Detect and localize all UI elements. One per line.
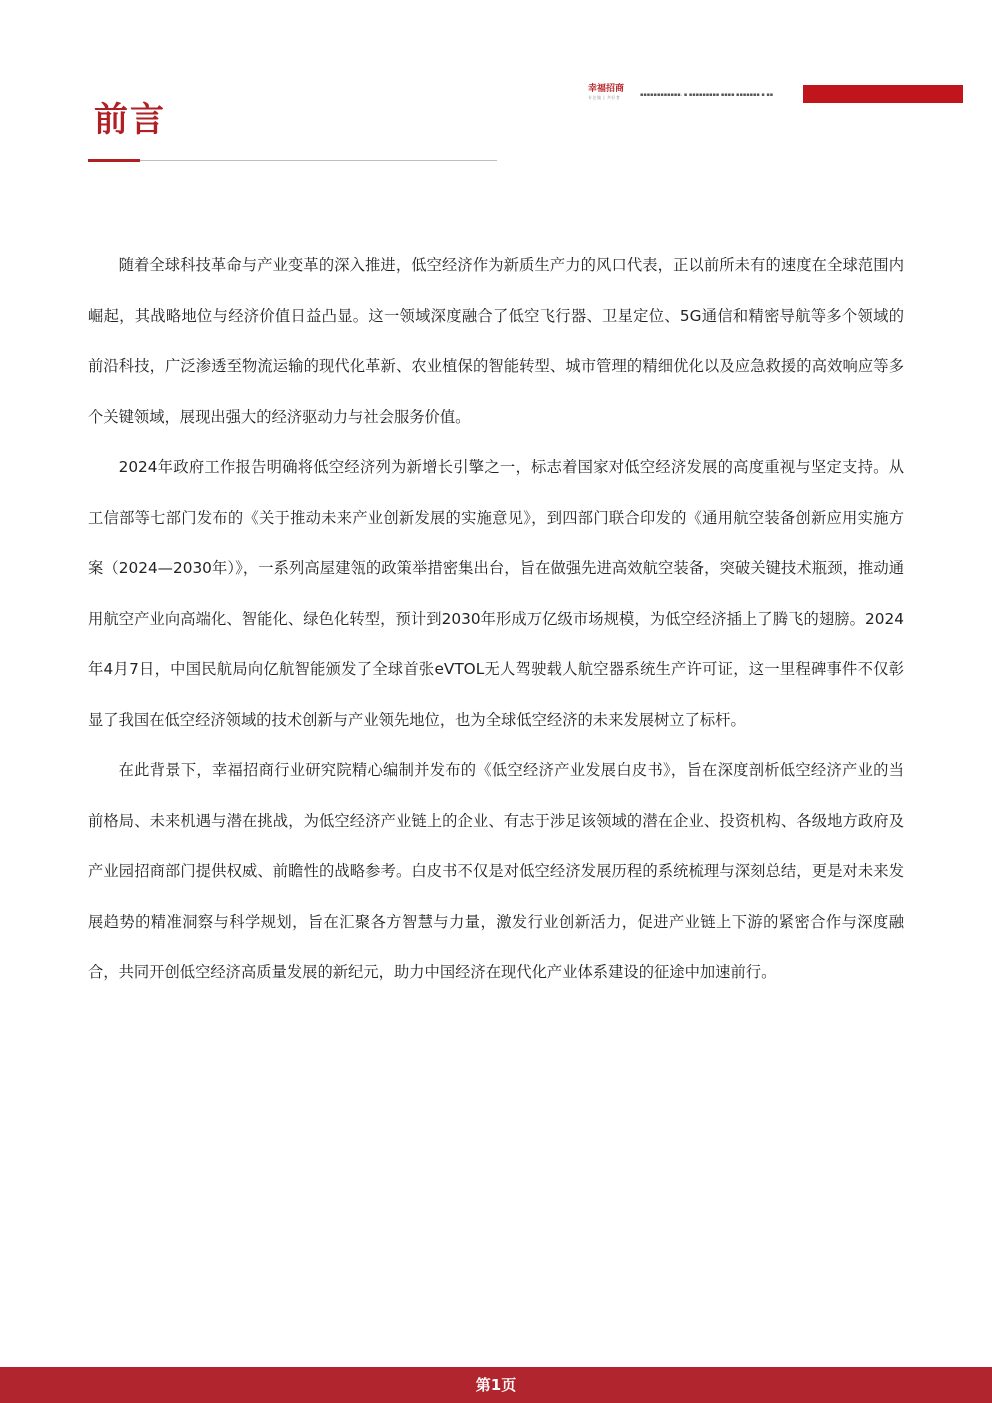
page-number: 第1页 — [475, 1376, 517, 1394]
paragraph-1: 随着全球科技革命与产业变革的深入推进，低空经济作为新质生产力的风口代表，正以前所未有的速度在全球范围内崛起，其战略地位与经济价值日益凸显。这一领域深度融合了低空飞行器、卫星定位、5G通信和精密导航等多个领域的前沿科技，广泛渗透至物流运输的现代化革新、农业植保的智能转型、城市管理的精细优化以及应急救援的高效响应等多个关键领域，展现出强大的经济驱动力与社会服务价值。 — [88, 256, 904, 426]
title-accent-line — [88, 159, 140, 162]
paragraph-3: 在此背景下，幸福招商行业研究院精心编制并发布的《低空经济产业发展白皮书》，旨在深度剖析低空经济产业的当前格局、未来机遇与潜在挑战，为低空经济产业链上的企业、有志于涉足该领域的潜在企业、投资机构、各级地方政府及产业园招商部门提供权威、前瞻性的战略参考。白皮书不仅是对低空经济发展历程的系统梳理与深刻总结，更是对未来发展趋势的精准洞察与科学规划，旨在汇聚各方智慧与力量，激发行业创新活力，促进产业链上下游的紧密合作与深度融合，共同开创低空经济高质量发展的新纪元，助力中国经济在现代化产业体系建设的征途中加速前行。 — [88, 761, 904, 981]
brand-tagline: 专注做 | 共好者 — [588, 95, 621, 100]
brand-logo — [588, 84, 648, 108]
header-accent-bar — [803, 85, 963, 103]
paragraph-2: 2024年政府工作报告明确将低空经济列为新增长引擎之一，标志着国家对低空经济发展的高度重视与坚定支持。从工信部等七部门发布的《关于推动未来产业创新发展的实施意见》，到四部门联合印发的《通用航空装备创新应用实施方案（2024—2030年）》，一系列高屋建瓴的政策举措密集出台，旨在做强先进高效航空装备，突破关键技术瓶颈，推动通用航空产业向高端化、智能化、绿色化转型，预计到2030年形成万亿级市场规模，为低空经济插上了腾飞的翅膀。2024年4月7日，中国民航局向亿航智能颁发了全球首张eVTOL无人驾驶载人航空器系统生产许可证，这一里程碑事件不仅彰显了我国在低空经济领域的技术创新与产业领先地位，也为全球低空经济的未来发展树立了标杆。 — [88, 458, 904, 729]
header-subtitle: ▪▪▪▪▪▪▪▪▪▪▪▪. ▪ ▪▪▪▪▪▪▪▪▪ ▪▪▪▪ ▪▪▪▪▪▪▪ ▪ ▪▪ — [640, 92, 774, 98]
title-divider — [88, 160, 497, 161]
body-text — [88, 240, 904, 998]
page-title: 前言 — [94, 100, 166, 140]
brand-name: 幸福招商 — [588, 84, 625, 94]
